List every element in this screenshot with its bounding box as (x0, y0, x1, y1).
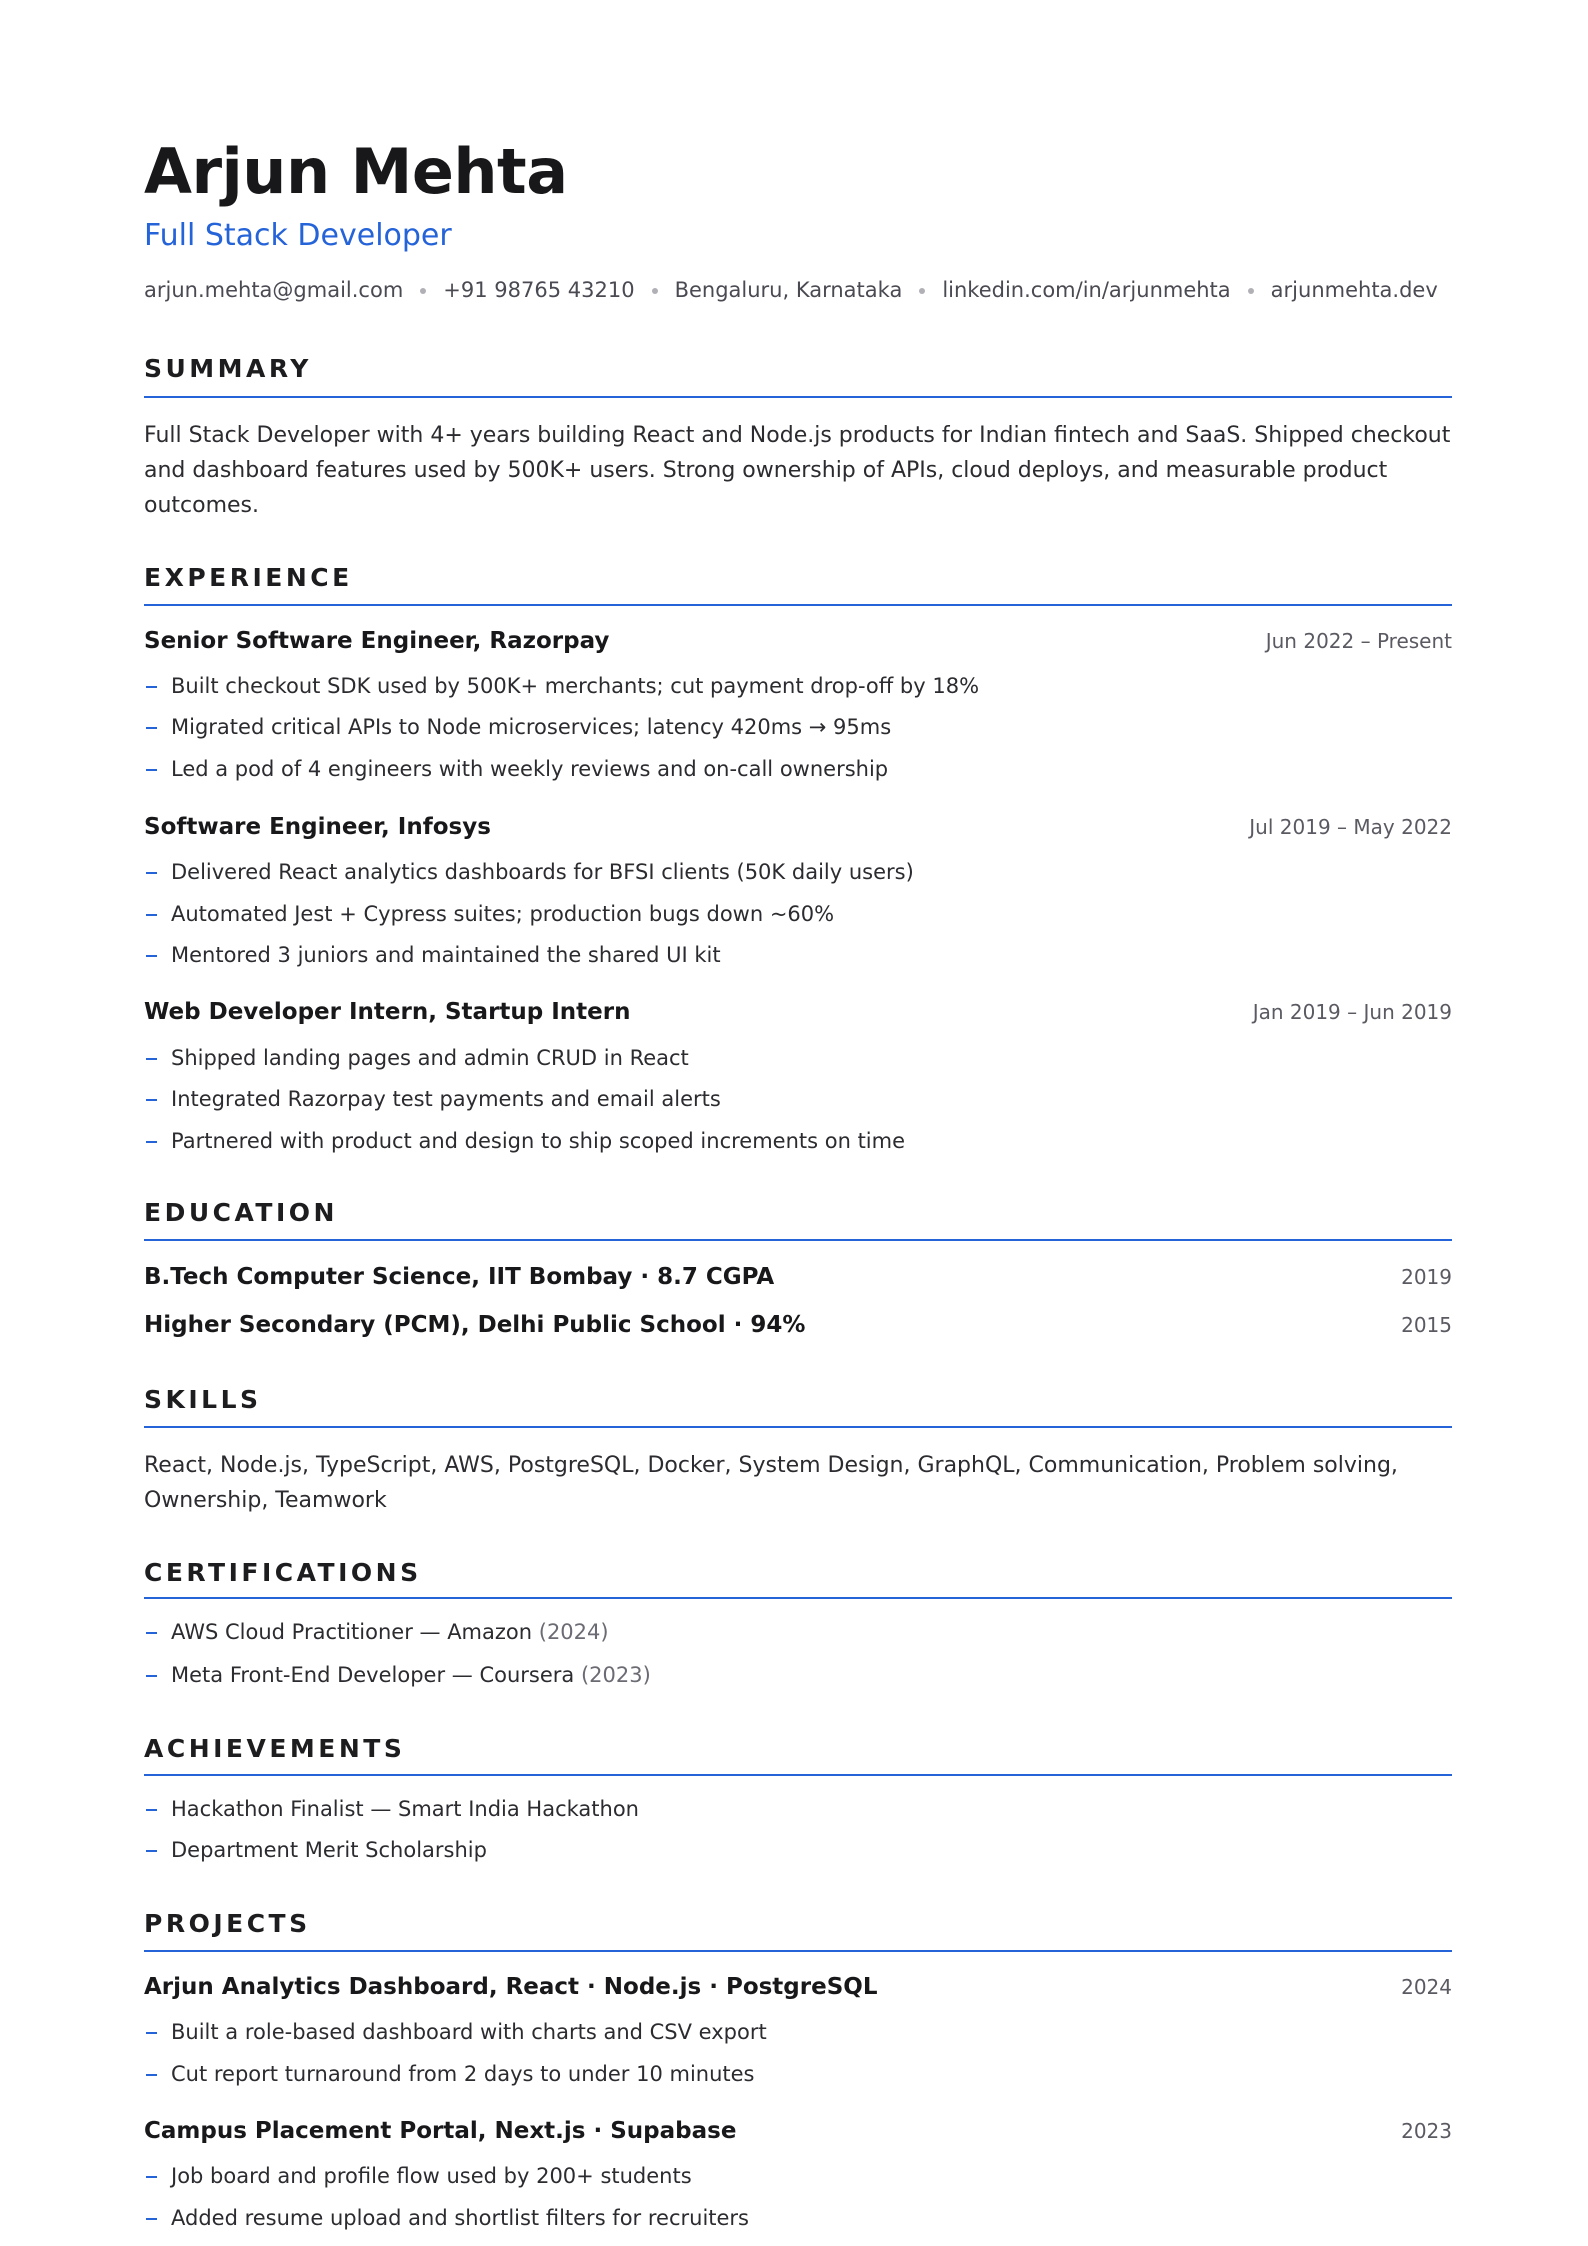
job-title: Senior Software Engineer, Razorpay (144, 628, 610, 654)
education-title: B.Tech Computer Science, IIT Bombay · 8.7 CGPA (144, 1264, 775, 1290)
section-title-certifications: CERTIFICATIONS (144, 1558, 422, 1587)
bullet-item: Migrated critical APIs to Node microservices; latency 420ms → 95ms (144, 715, 1452, 757)
bullet-item: Built checkout SDK used by 500K+ merchants; cut payment drop-off by 18% (144, 674, 1452, 715)
job-dates: Jul 2019 – May 2022 (1249, 815, 1452, 839)
job-bullets (144, 674, 1452, 782)
job-header (144, 814, 1452, 840)
section-title-achievements: ACHIEVEMENTS (144, 1734, 406, 1763)
separator-dot (652, 288, 658, 294)
bullet-item: Built a role-based dashboard with charts and CSV export (144, 2020, 1452, 2062)
dash-icon (146, 955, 157, 957)
achievement-item: Department Merit Scholarship (144, 1838, 1452, 1863)
section-title-education: EDUCATION (144, 1198, 338, 1227)
candidate-role: Full Stack Developer (144, 218, 452, 253)
dash-icon (146, 1809, 157, 1811)
dash-icon (146, 686, 157, 688)
skills-section (144, 1385, 1452, 1415)
contact-phone[interactable]: +91 98765 43210 (443, 278, 635, 302)
dash-icon (146, 2032, 157, 2034)
job-bullets (144, 860, 1452, 968)
dash-icon (146, 2218, 157, 2220)
project-title: Campus Placement Portal, Next.js · Supabase (144, 2118, 737, 2144)
project-bullets (144, 2164, 1452, 2231)
dash-icon (146, 1850, 157, 1852)
job-bullets (144, 1046, 1452, 1154)
section-title-projects: PROJECTS (144, 1909, 311, 1938)
dash-icon (146, 1141, 157, 1143)
section-divider (144, 1950, 1452, 1952)
dash-icon (146, 1099, 157, 1101)
experience-section (144, 563, 1452, 593)
section-title-summary: SUMMARY (144, 354, 312, 383)
project-bullets (144, 2020, 1452, 2087)
contact-email[interactable]: arjun.mehta@gmail.com (144, 278, 404, 302)
contact-website[interactable]: arjunmehta.dev (1270, 278, 1438, 302)
section-title-experience: EXPERIENCE (144, 563, 353, 592)
education-entry (144, 1264, 1452, 1290)
dash-icon (146, 1632, 157, 1634)
dash-icon (146, 1675, 157, 1677)
bullet-item: Added resume upload and shortlist filters for recruiters (144, 2206, 1452, 2231)
education-year: 2015 (1401, 1313, 1452, 1337)
bullet-item: Led a pod of 4 engineers with weekly reviews and on-call ownership (144, 757, 1452, 782)
section-divider (144, 1239, 1452, 1241)
section-title-skills: SKILLS (144, 1385, 262, 1414)
education-title: Higher Secondary (PCM), Delhi Public School · 94% (144, 1312, 806, 1338)
dash-icon (146, 727, 157, 729)
job-title: Software Engineer, Infosys (144, 814, 491, 840)
achievements-section (144, 1734, 1452, 1764)
section-divider (144, 1597, 1452, 1599)
dash-icon (146, 2176, 157, 2178)
bullet-item: Job board and profile flow used by 200+ students (144, 2164, 1452, 2206)
skills-text: React, Node.js, TypeScript, AWS, PostgreSQL, Docker, System Design, GraphQL, Communication, Problem solving, Ownership, Teamwork (144, 1453, 1398, 1513)
bullet-item: Shipped landing pages and admin CRUD in React (144, 1046, 1452, 1087)
dash-icon (146, 1058, 157, 1060)
project-title: Arjun Analytics Dashboard, React · Node.js · PostgreSQL (144, 1974, 878, 2000)
certification-item: AWS Cloud Practitioner — Amazon (2024) (144, 1620, 1452, 1663)
job-header (144, 628, 1452, 654)
project-header (144, 2118, 1452, 2144)
job-header (144, 999, 1452, 1025)
dash-icon (146, 2074, 157, 2076)
bullet-item: Delivered React analytics dashboards for BFSI clients (50K daily users) (144, 860, 1452, 902)
job-dates: Jun 2022 – Present (1265, 629, 1452, 653)
contact-line (144, 278, 1438, 303)
job-title: Web Developer Intern, Startup Intern (144, 999, 631, 1025)
project-year: 2024 (1401, 1975, 1452, 1999)
bullet-item: Automated Jest + Cypress suites; production bugs down ~60% (144, 902, 1452, 943)
dash-icon (146, 914, 157, 916)
candidate-name: Arjun Mehta (144, 135, 568, 208)
dash-icon (146, 872, 157, 874)
bullet-item: Partnered with product and design to ship scoped increments on time (144, 1129, 1452, 1154)
certifications-list (144, 1620, 1452, 1688)
separator-dot (1248, 288, 1254, 294)
summary-section (144, 354, 1452, 384)
certification-item: Meta Front-End Developer — Coursera (2023) (144, 1663, 1452, 1688)
achievements-list (144, 1797, 1452, 1863)
job-dates: Jan 2019 – Jun 2019 (1252, 1000, 1452, 1024)
bullet-item: Integrated Razorpay test payments and email alerts (144, 1087, 1452, 1129)
education-year: 2019 (1401, 1265, 1452, 1289)
separator-dot (919, 288, 925, 294)
summary-text: Full Stack Developer with 4+ years building React and Node.js products for Indian fintech and SaaS. Shipped checkout and dashboard features used by 500K+ users. Strong ownership of APIs, cloud deploys, and measurable product outcomes. (144, 423, 1451, 518)
separator-dot (420, 288, 426, 294)
dash-icon (146, 769, 157, 771)
achievement-item: Hackathon Finalist — Smart India Hackathon (144, 1797, 1452, 1838)
certifications-section (144, 1558, 1452, 1588)
projects-section (144, 1909, 1452, 1939)
section-divider (144, 396, 1452, 398)
education-section (144, 1198, 1452, 1228)
project-header (144, 1974, 1452, 2000)
section-divider (144, 1426, 1452, 1428)
section-divider (144, 1774, 1452, 1776)
bullet-item: Cut report turnaround from 2 days to under 10 minutes (144, 2062, 1452, 2087)
contact-location: Bengaluru, Karnataka (674, 278, 903, 302)
project-year: 2023 (1401, 2119, 1452, 2143)
education-entry (144, 1312, 1452, 1338)
bullet-item: Mentored 3 juniors and maintained the shared UI kit (144, 943, 1452, 968)
contact-linkedin[interactable]: linkedin.com/in/arjunmehta (942, 278, 1231, 302)
section-divider (144, 604, 1452, 606)
